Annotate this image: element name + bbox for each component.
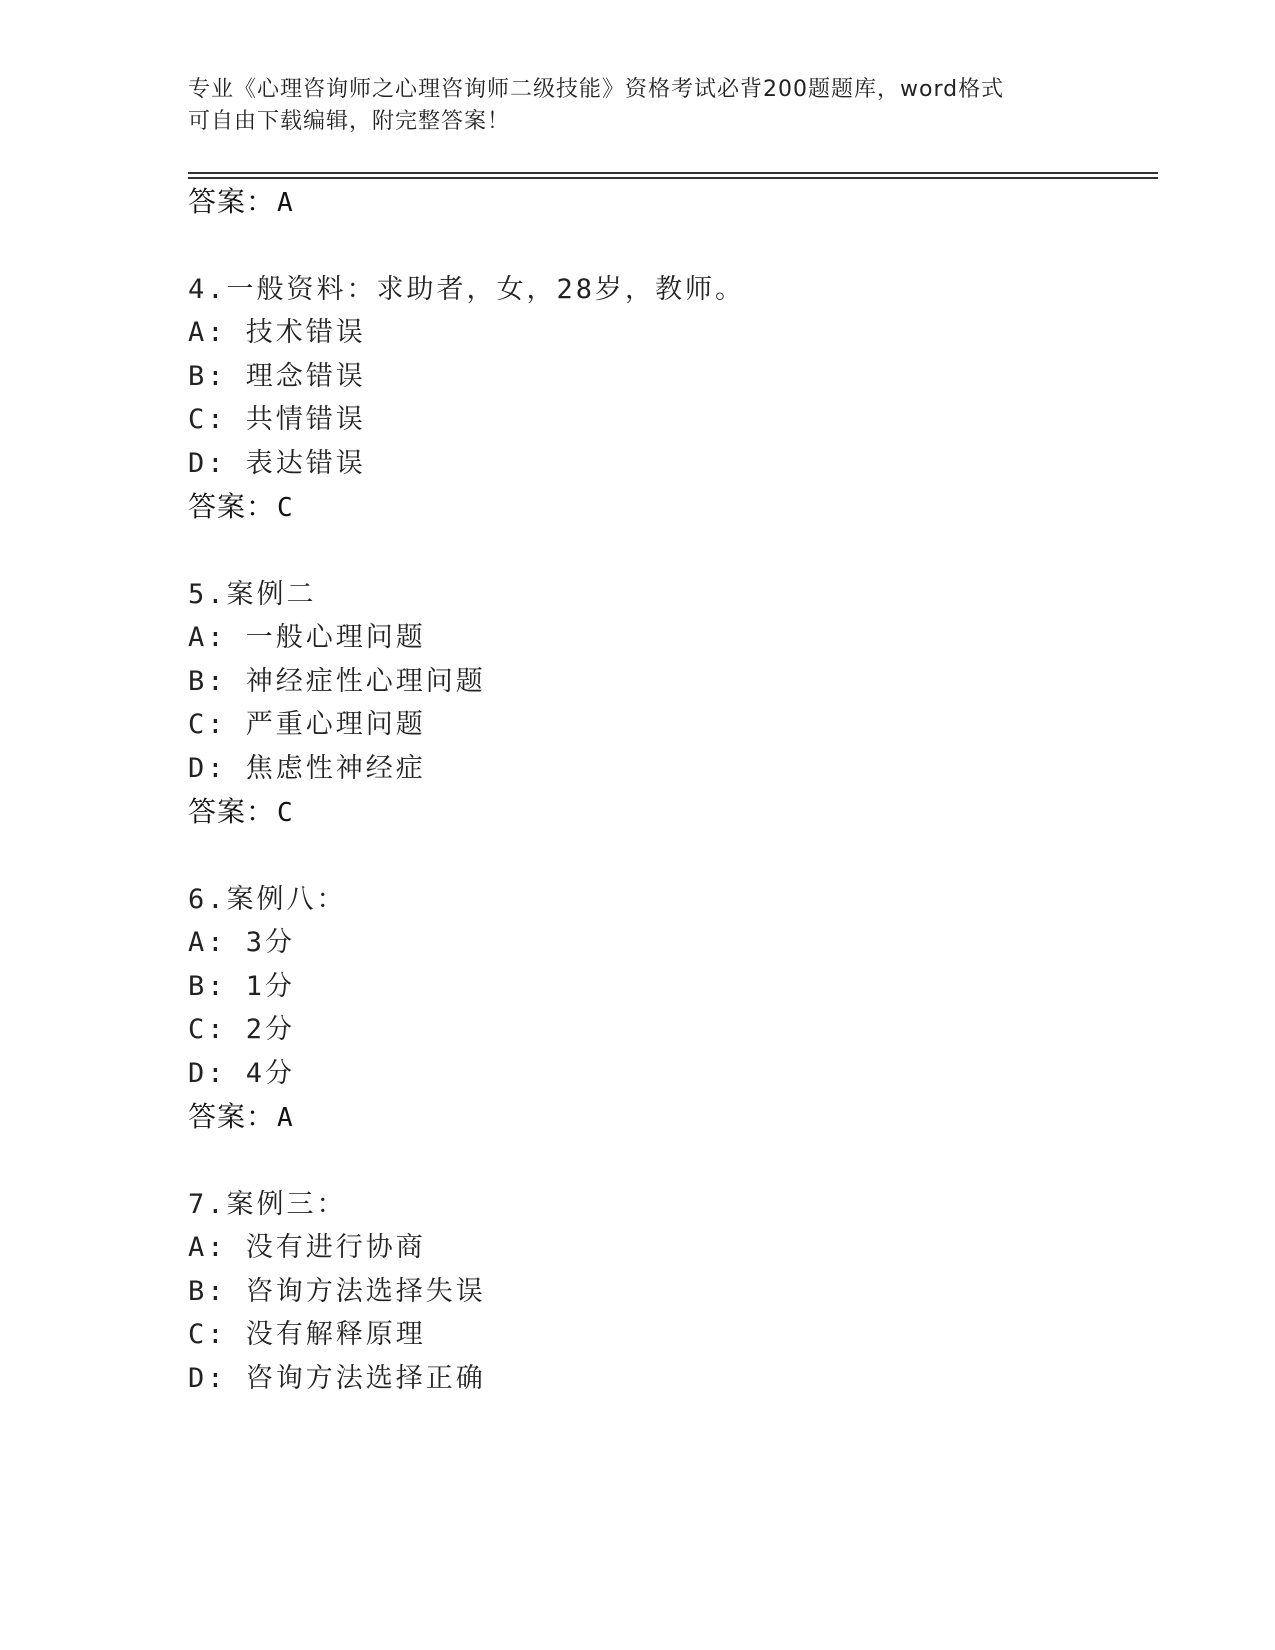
question-stem: 7.案例三： bbox=[188, 1189, 347, 1220]
option-a: A: 3分 bbox=[188, 927, 296, 958]
answer-label: 答案： bbox=[188, 1100, 276, 1133]
option-b: B: 神经症性心理问题 bbox=[188, 666, 486, 697]
answer-value: A bbox=[277, 1103, 294, 1133]
option-d: D: 4分 bbox=[188, 1058, 296, 1089]
option-c: C: 严重心理问题 bbox=[188, 709, 426, 740]
question-stem: 6.案例八： bbox=[188, 884, 347, 915]
option-c: C: 没有解释原理 bbox=[188, 1319, 426, 1350]
option-c: C: 共情错误 bbox=[188, 404, 366, 435]
option-a: A: 没有进行协商 bbox=[188, 1232, 426, 1263]
option-d: D: 咨询方法选择正确 bbox=[188, 1363, 486, 1394]
header-divider-top bbox=[188, 172, 1158, 174]
answer-line-prev bbox=[188, 185, 294, 218]
header-line-2: 可自由下载编辑，附完整答案！ bbox=[188, 109, 511, 134]
answer-label: 答案： bbox=[188, 795, 276, 828]
option-b: B: 1分 bbox=[188, 971, 296, 1002]
option-c: C: 2分 bbox=[188, 1014, 296, 1045]
answer-value: C bbox=[277, 798, 294, 828]
question-stem: 4.一般资料：求助者，女，28岁，教师。 bbox=[188, 274, 746, 305]
document-header bbox=[188, 74, 1088, 138]
question-stem: 5.案例二 bbox=[188, 579, 317, 610]
option-d: D: 表达错误 bbox=[188, 448, 366, 479]
option-d: D: 焦虑性神经症 bbox=[188, 753, 426, 784]
header-divider-bottom bbox=[188, 177, 1158, 179]
answer-value: C bbox=[277, 493, 294, 523]
answer-label: 答案： bbox=[188, 185, 276, 218]
option-a: A: 一般心理问题 bbox=[188, 622, 426, 653]
option-a: A: 技术错误 bbox=[188, 317, 366, 348]
answer-line bbox=[188, 795, 294, 828]
header-line-1: 专业《心理咨询师之心理咨询师二级技能》资格考试必背200题题库，word格式 bbox=[188, 77, 1005, 102]
answer-label: 答案： bbox=[188, 490, 276, 523]
answer-value: A bbox=[277, 188, 294, 218]
option-b: B: 理念错误 bbox=[188, 361, 366, 392]
answer-line bbox=[188, 1100, 294, 1133]
option-b: B: 咨询方法选择失误 bbox=[188, 1276, 486, 1307]
answer-line bbox=[188, 490, 294, 523]
